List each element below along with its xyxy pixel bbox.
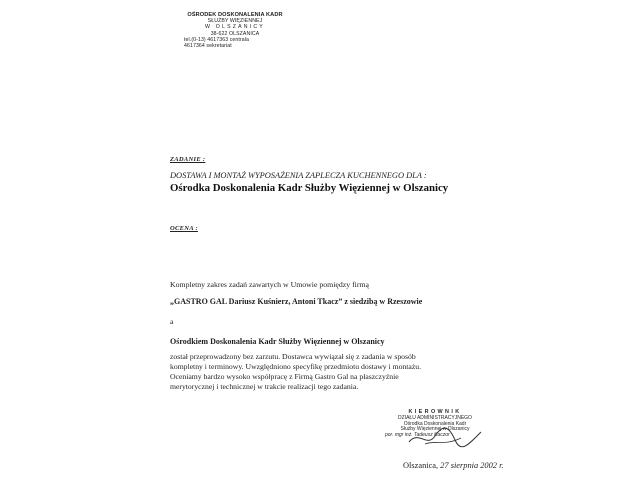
date-value: 27 sierpnia 2002 r.: [440, 461, 504, 470]
paragraph-line: został przeprowadzony bez zarzutu. Dostawca wywiązał się z zadania w sposób: [170, 352, 416, 361]
stamp-line: W OLSZANICY: [205, 24, 265, 31]
stamp-line: SŁUŻBY WIĘZIENNEJ: [207, 18, 263, 25]
stamp-line: 4617364 sekretariat: [184, 43, 232, 50]
date-place: Olszanica,: [403, 461, 439, 470]
institution-stamp: [170, 12, 300, 49]
stamp-line: KIEROWNIK: [408, 409, 462, 415]
zadanie-heading: ZADANIE :: [170, 156, 206, 163]
stamp-line: OŚRODEK DOSKONALENIA KADR: [187, 12, 283, 18]
stamp-line: tel.(0-13) 4617363 centrala: [184, 36, 249, 43]
conjunction-line: a: [170, 317, 174, 326]
assessment-paragraph: [170, 352, 500, 392]
paragraph-line: Oceniamy bardzo wysoko współpracę z Firmą Gastro Gal na płaszczyźnie: [170, 372, 399, 381]
ocena-heading: OCENA :: [170, 225, 198, 232]
client-line: Ośrodkiem Doskonalenia Kadr Służby Więziennej w Olszanicy: [170, 337, 385, 346]
paragraph-line: merytorycznej i technicznej w trakcie realizacji tego zadania.: [170, 382, 359, 391]
stamp-line: DZIAŁU ADMINISTRACYJNEGO: [398, 414, 472, 421]
paragraph-line: kompletny i terminowy. Uwzględniono specyfikę przedmiotu dostawy i montażu.: [170, 362, 421, 371]
stamp-line: 38-622 OLSZANICA: [210, 30, 260, 37]
handwritten-signature: [405, 422, 485, 452]
task-title: Ośrodka Doskonalenia Kadr Służby Więziennej w Olszanicy: [170, 182, 449, 194]
assessment-line: Kompletny zakres zadań zawartych w Umowie pomiędzy firmą: [170, 280, 369, 289]
contractor-line: „GASTRO GAL Dariusz Kuśnierz, Antoni Tkacz” z siedzibą w Rzeszowie: [170, 297, 423, 306]
stamp-line: Służby Więziennej w Olszanicy: [400, 426, 470, 433]
stamp-line: Ośrodka Doskonalenia Kadr: [403, 420, 467, 427]
date-line: [403, 461, 504, 470]
stamp-line: por. mgr inż. Tadeusz Kaczor: [385, 432, 450, 439]
task-subtitle: DOSTAWA I MONTAŻ WYPOSAŻENIA ZAPLECZA KUCHENNEGO DLA :: [170, 171, 427, 180]
